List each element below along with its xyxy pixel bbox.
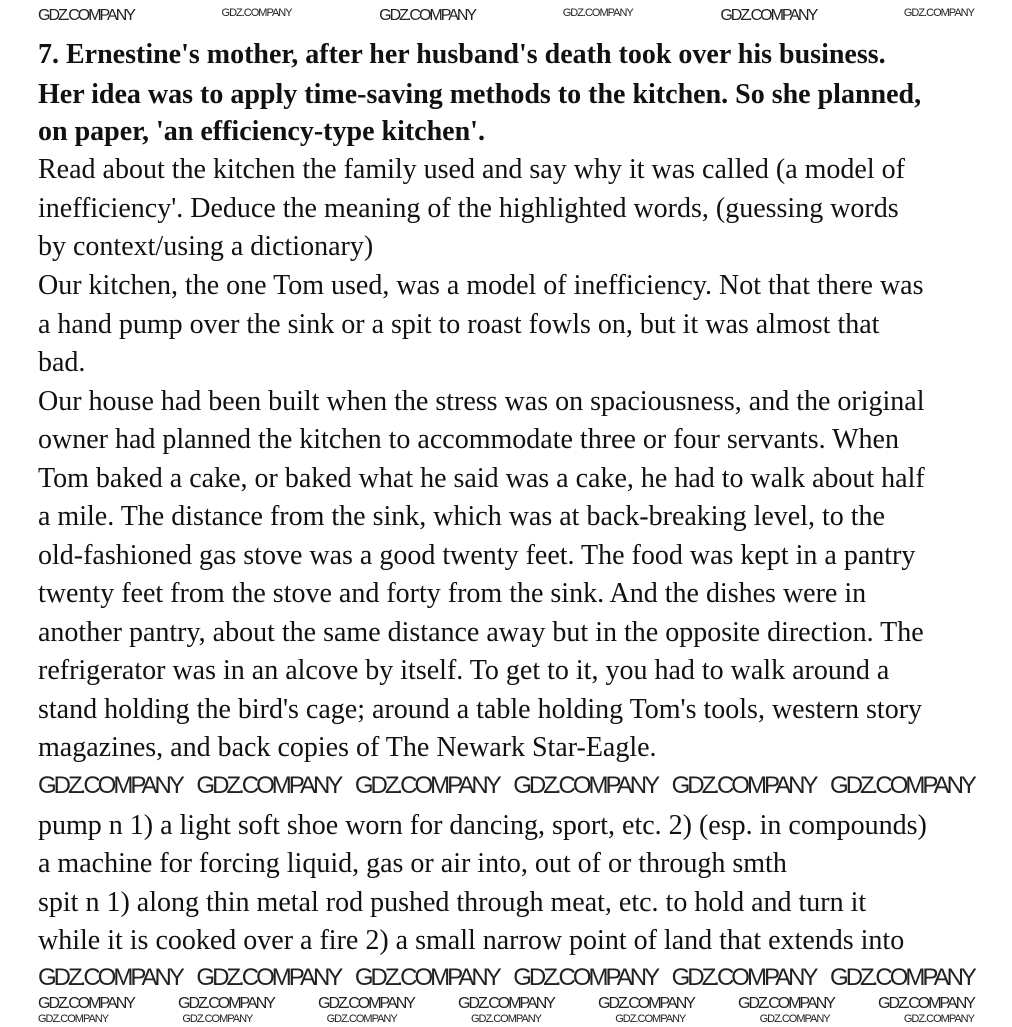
watermark: GDZ.COMPANY <box>38 964 182 991</box>
task-heading-line: Her idea was to apply time-saving methods to the kitchen. So she planned, <box>38 79 922 110</box>
watermark-row <box>38 966 974 990</box>
watermark: GDZ.COMPANY <box>326 1013 397 1025</box>
watermark: GDZ.COMPANY <box>38 772 182 799</box>
instruction-line: inefficiency'. Deduce the meaning of the highlighted words, (guessing words <box>38 193 899 224</box>
glossary-line: while it is cooked over a fire 2) a small narrow point of land that extends into <box>38 925 905 956</box>
task-heading-line: on paper, 'an efficiency-type kitchen'. <box>38 116 485 147</box>
instruction-line: Read about the kitchen the family used and say why it was called (a model of <box>38 154 905 185</box>
passage-line: Our house had been built when the stress was on spaciousness, and the original <box>38 386 925 417</box>
watermark: GDZ.COMPANY <box>671 772 816 799</box>
watermark: GDZ.COMPANY <box>178 995 274 1012</box>
watermark-row <box>38 996 974 1012</box>
watermark: GDZ.COMPANY <box>354 964 499 991</box>
watermark: GDZ.COMPANY <box>615 1013 686 1025</box>
watermark: GDZ.COMPANY <box>470 1013 542 1025</box>
passage-line: a mile. The distance from the sink, which was at back-breaking level, to the <box>38 501 885 532</box>
watermark: GDZ.COMPANY <box>38 7 134 24</box>
passage-line: Our kitchen, the one Tom used, was a model of inefficiency. Not that there was <box>38 270 924 301</box>
passage-line: twenty feet from the stove and forty from the sink. And the dishes were in <box>38 578 867 609</box>
watermark: GDZ.COMPANY <box>354 772 499 799</box>
glossary-line: spit n 1) along thin metal rod pushed through meat, etc. to hold and turn it <box>38 887 867 918</box>
glossary-line: pump n 1) a light soft shoe worn for dancing, sport, etc. 2) (esp. in compounds) <box>38 810 927 841</box>
watermark: GDZ.COMPANY <box>598 995 694 1012</box>
watermark: GDZ.COMPANY <box>878 995 974 1012</box>
instruction-line: by context/using a dictionary) <box>38 231 374 262</box>
watermark: GDZ.COMPANY <box>38 995 134 1012</box>
watermark: GDZ.COMPANY <box>182 1013 253 1025</box>
watermark: GDZ.COMPANY <box>720 7 817 24</box>
watermark: GDZ.COMPANY <box>903 7 974 19</box>
watermark-row <box>38 8 974 24</box>
watermark: GDZ.COMPANY <box>196 772 341 799</box>
watermark: GDZ.COMPANY <box>513 772 658 799</box>
watermark: GDZ.COMPANY <box>903 1013 974 1025</box>
task-heading-line: 7. Ernestine's mother, after her husband's death took over his business. <box>38 39 886 70</box>
passage-line: a hand pump over the sink or a spit to roast fowls on, but it was almost that <box>38 309 880 340</box>
glossary-line: a machine for forcing liquid, gas or air into, out of or through smth <box>38 848 787 879</box>
watermark: GDZ.COMPANY <box>738 995 834 1012</box>
passage-line: stand holding the bird's cage; around a table holding Tom's tools, western story <box>38 694 923 725</box>
watermark-row <box>38 1014 974 1025</box>
watermark: GDZ.COMPANY <box>513 964 658 991</box>
watermark: GDZ.COMPANY <box>830 772 974 799</box>
passage-line: magazines, and back copies of The Newark Star-Eagle. <box>38 732 657 763</box>
watermark: GDZ.COMPANY <box>458 995 554 1012</box>
watermark: GDZ.COMPANY <box>562 7 633 19</box>
watermark: GDZ.COMPANY <box>221 7 292 19</box>
passage-line: old-fashioned gas stove was a good twenty feet. The food was kept in a pantry <box>38 540 916 571</box>
passage-line: another pantry, about the same distance away but in the opposite direction. The <box>38 617 924 648</box>
passage-line: owner had planned the kitchen to accommodate three or four servants. When <box>38 424 899 455</box>
watermark: GDZ.COMPANY <box>671 964 816 991</box>
passage-line: bad. <box>38 347 86 378</box>
passage-line: Tom baked a cake, or baked what he said was a cake, he had to walk about half <box>38 463 925 494</box>
watermark: GDZ.COMPANY <box>830 964 974 991</box>
passage-line: refrigerator was in an alcove by itself. To get to it, you had to walk around a <box>38 655 890 686</box>
watermark: GDZ.COMPANY <box>759 1013 830 1025</box>
watermark-row <box>38 774 974 798</box>
watermark: GDZ.COMPANY <box>318 995 414 1012</box>
watermark: GDZ.COMPANY <box>379 7 476 24</box>
watermark: GDZ.COMPANY <box>196 964 341 991</box>
watermark: GDZ.COMPANY <box>38 1013 109 1025</box>
